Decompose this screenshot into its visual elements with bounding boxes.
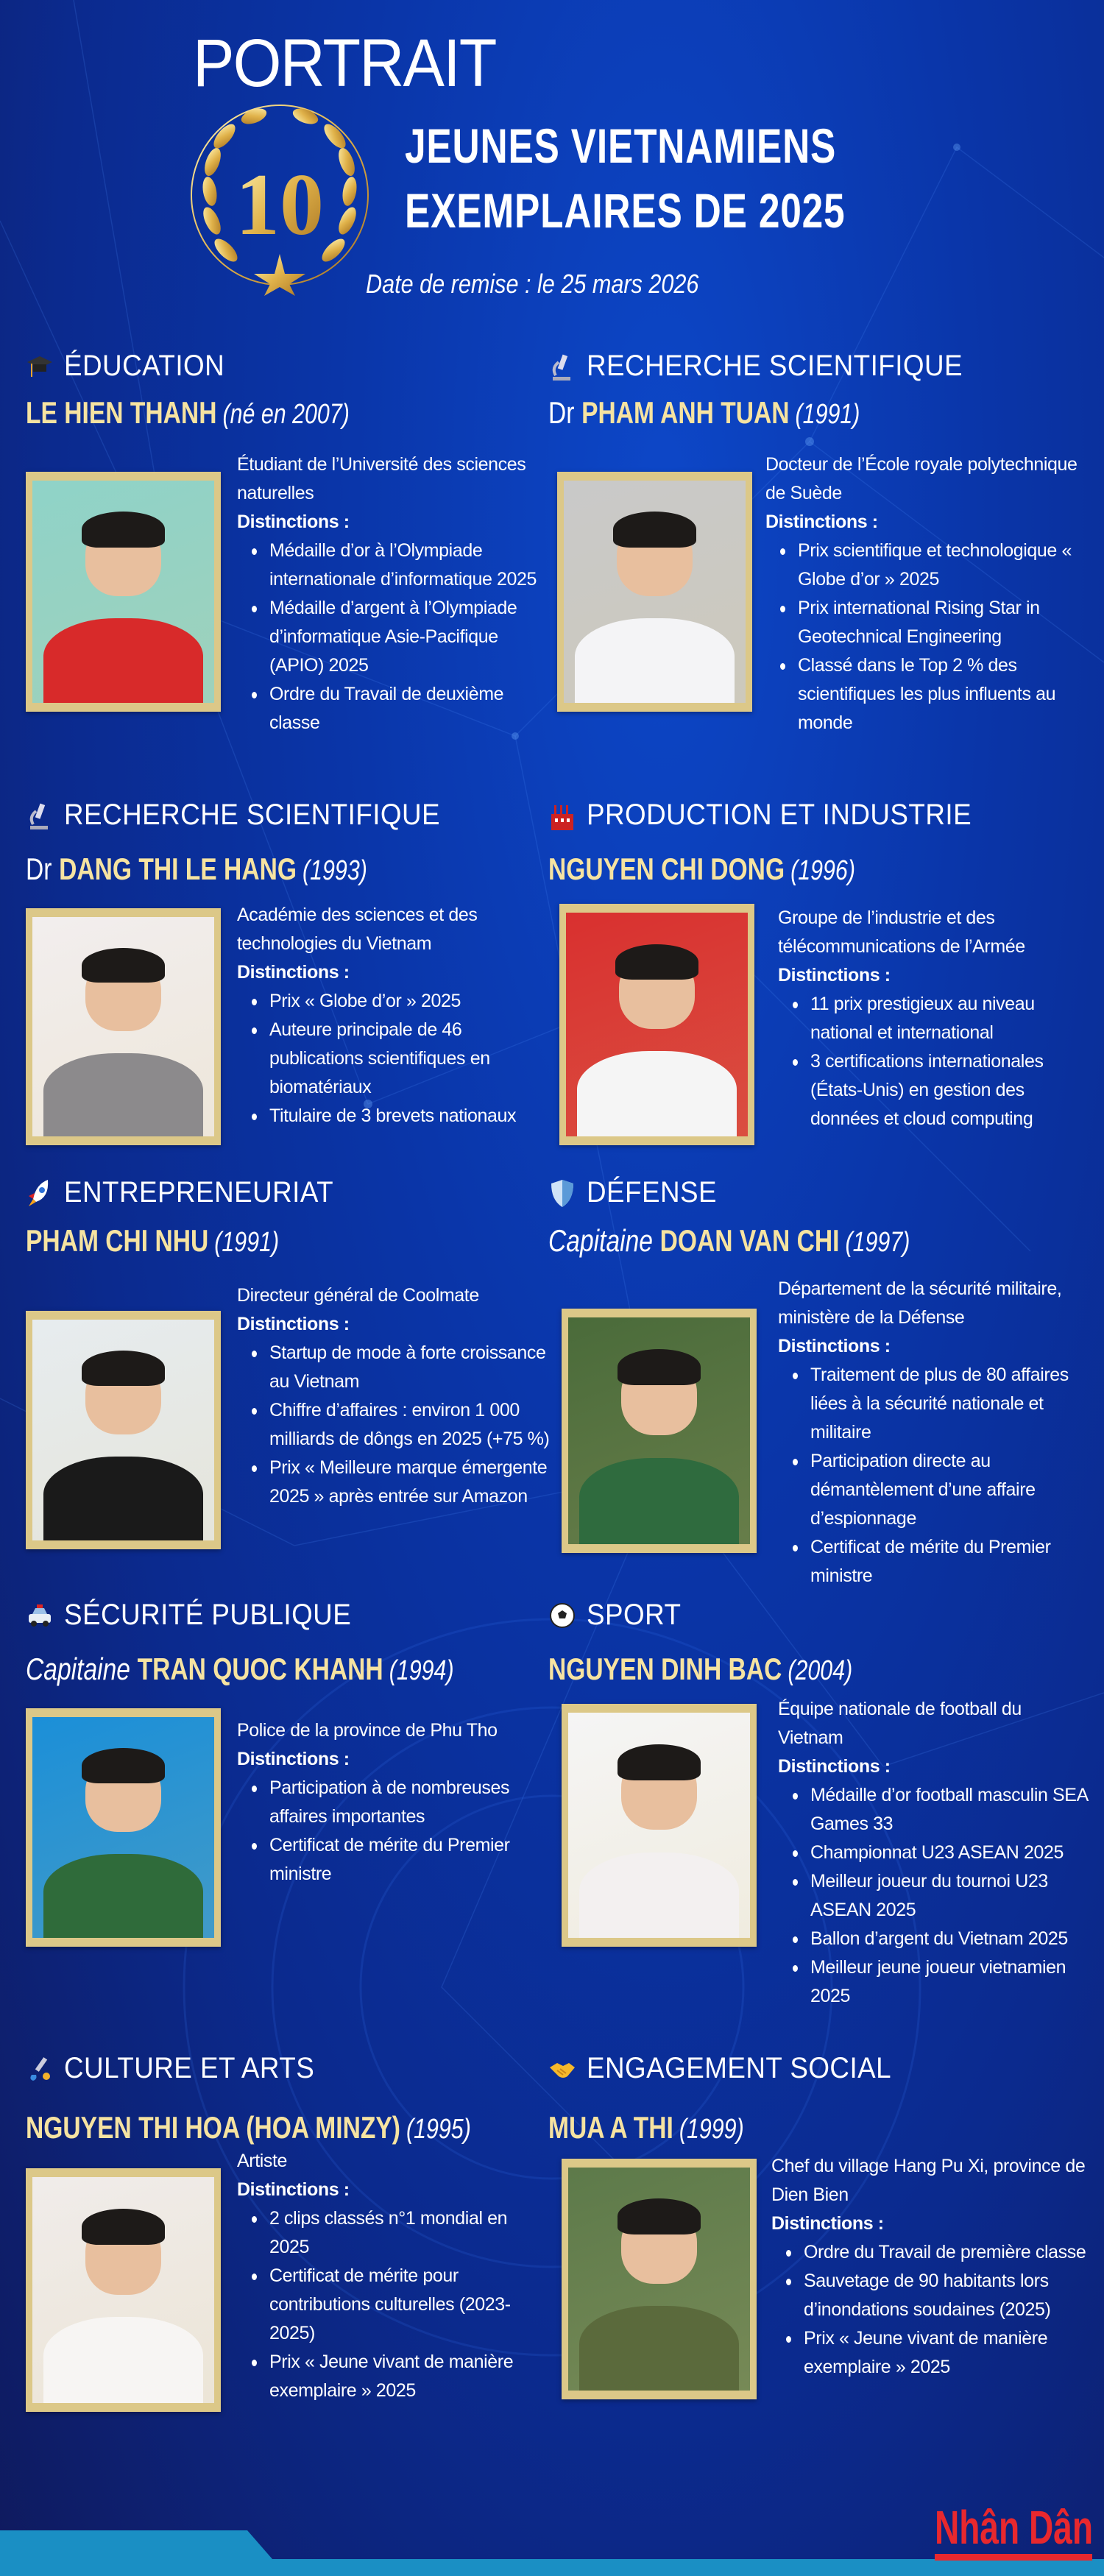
title-prefix: Dr xyxy=(548,395,575,430)
distinction-item: Ordre du Travail de deuxième classe xyxy=(269,680,550,737)
photo-shoulders xyxy=(577,1051,737,1136)
distinction-item: Médaille d’or à l’Olympiade internationale d’informatique 2025 xyxy=(269,537,550,594)
distinctions-list xyxy=(237,1339,550,1511)
category-label: SPORT xyxy=(587,1599,682,1631)
person-name-line xyxy=(548,2112,744,2143)
police-car-icon xyxy=(26,1601,54,1630)
photo-shoulders xyxy=(43,1854,203,1938)
person-details xyxy=(237,450,550,737)
person-name: NGUYEN THI HOA (HOA MINZY) xyxy=(26,2110,400,2145)
portrait-photo-frame xyxy=(562,1704,757,1947)
distinctions-list xyxy=(237,987,550,1130)
birth-year: (1993) xyxy=(302,855,367,886)
microscope-icon xyxy=(26,801,54,830)
person-name-line xyxy=(26,854,367,885)
distinction-item: Médaille d’or football masculin SEA Games 33 xyxy=(810,1781,1091,1839)
photo-shoulders xyxy=(43,1053,203,1136)
portrait-photo-frame xyxy=(557,472,752,712)
distinction-item: Classé dans le Top 2 % des scientifiques les plus influents au monde xyxy=(798,651,1089,737)
badge-number: 10 xyxy=(236,155,324,253)
person-name-line xyxy=(26,1225,279,1256)
affiliation: Équipe nationale de football du Vietnam xyxy=(778,1699,1022,1748)
affiliation: Académie des sciences et des technologies du Vietnam xyxy=(237,905,478,954)
portrait-photo xyxy=(568,1317,750,1544)
birth-year: (2004) xyxy=(788,1655,853,1686)
photo-shoulders xyxy=(579,2306,739,2391)
photo-hair xyxy=(618,1744,701,1780)
title-prefix: Capitaine xyxy=(26,1652,130,1686)
birth-year: (né en 2007) xyxy=(222,399,350,430)
distinctions-list xyxy=(237,1774,550,1889)
birth-year: (1996) xyxy=(790,855,855,886)
photo-hair xyxy=(615,944,699,980)
affiliation: Département de la sécurité militaire, ministère de la Défense xyxy=(778,1278,1062,1328)
distinction-item: 3 certifications internationales (États-Unis) en gestion des données et cloud computing xyxy=(810,1047,1087,1133)
microscope-icon xyxy=(548,352,576,381)
distinctions-label: Distinctions : xyxy=(237,2179,350,2200)
portrait-photo xyxy=(32,917,214,1136)
distinction-item: Startup de mode à forte croissance au Vietnam xyxy=(269,1339,550,1396)
birth-year: (1991) xyxy=(214,1227,280,1258)
footer-tab xyxy=(0,2530,272,2559)
category-heading xyxy=(548,799,1005,832)
distinction-item: Participation directe au démantèlement d’une affaire d’espionnage xyxy=(810,1447,1091,1533)
person-name-line xyxy=(548,854,855,885)
distinction-item: Médaille d’argent à l’Olympiade d’informatique Asie-Pacifique (APIO) 2025 xyxy=(269,594,550,680)
graduation-cap-icon xyxy=(26,352,54,381)
category-heading xyxy=(26,1599,376,1632)
affiliation: Artiste xyxy=(237,2151,288,2171)
nhan-dan-logo xyxy=(935,2501,1097,2561)
birth-year: (1995) xyxy=(406,2114,471,2145)
distinction-item: Prix scientifique et technologique « Globe d’or » 2025 xyxy=(798,537,1089,594)
distinction-item: Prix « Jeune vivant de manière exemplaire » 2025 xyxy=(804,2324,1088,2382)
portrait-photo xyxy=(32,2177,214,2403)
person-name: DOAN VAN CHI xyxy=(659,1223,840,1258)
person-name: LE HIEN THANH xyxy=(26,395,217,430)
portrait-photo xyxy=(32,1717,214,1938)
category-heading xyxy=(26,2052,336,2085)
affiliation: Chef du village Hang Pu Xi, province de Dien Bien xyxy=(771,2156,1086,2205)
affiliation: Directeur général de Coolmate xyxy=(237,1285,479,1306)
affiliation: Docteur de l’École royale polytechnique de Suède xyxy=(765,454,1078,503)
category-label: ENTREPRENEURIAT xyxy=(64,1176,334,1209)
paintbrush-icon xyxy=(26,2054,54,2084)
category-heading xyxy=(26,350,238,383)
distinctions-label: Distinctions : xyxy=(778,1336,891,1356)
person-name: NGUYEN DINH BAC xyxy=(548,1652,782,1686)
distinctions-list xyxy=(778,1361,1091,1590)
category-label: CULTURE ET ARTS xyxy=(64,2052,315,2084)
photo-shoulders xyxy=(43,1457,203,1540)
portrait-photo-frame xyxy=(26,1708,221,1947)
distinction-item: Certificat de mérite du Premier ministre xyxy=(810,1533,1091,1590)
category-heading xyxy=(26,799,473,832)
distinctions-label: Distinctions : xyxy=(237,1314,350,1334)
photo-shoulders xyxy=(575,618,735,703)
person-details xyxy=(765,450,1089,737)
portrait-photo-frame xyxy=(26,472,221,712)
person-name-line xyxy=(548,397,860,428)
distinction-item: 11 prix prestigieux au niveau national et international xyxy=(810,990,1087,1047)
person-name-line xyxy=(26,2112,471,2143)
affiliation: Étudiant de l’Université des sciences naturelles xyxy=(237,454,526,503)
category-label: SÉCURITÉ PUBLIQUE xyxy=(64,1599,352,1631)
shield-icon xyxy=(548,1178,576,1208)
distinction-item: Meilleur jeune joueur vietnamien 2025 xyxy=(810,1953,1091,2011)
affiliation: Police de la province de Phu Tho xyxy=(237,1720,498,1741)
photo-hair xyxy=(82,1748,166,1783)
distinction-item: Prix « Meilleure marque émergente 2025 » après entrée sur Amazon xyxy=(269,1454,550,1511)
person-details xyxy=(237,2147,550,2405)
person-details xyxy=(771,2152,1088,2382)
person-name: NGUYEN CHI DONG xyxy=(548,852,785,886)
photo-hair xyxy=(618,2198,701,2234)
portrait-photo-frame xyxy=(562,1309,757,1553)
distinction-item: Chiffre d’affaires : environ 1 000 milliards de dôngs en 2025 (+75 %) xyxy=(269,1396,550,1454)
birth-year: (1997) xyxy=(845,1227,910,1258)
portrait-photo xyxy=(568,1713,750,1938)
category-label: RECHERCHE SCIENTIFIQUE xyxy=(587,350,963,382)
category-heading xyxy=(548,1176,728,1209)
factory-icon xyxy=(548,801,576,830)
category-heading xyxy=(548,2052,918,2085)
person-name-line xyxy=(548,1225,910,1256)
person-details xyxy=(237,901,550,1130)
title-line-1: JEUNES VIETNAMIENS xyxy=(405,118,837,173)
distinction-item: Titulaire de 3 brevets nationaux xyxy=(269,1102,550,1130)
distinction-item: Ordre du Travail de première classe xyxy=(804,2238,1088,2267)
portrait-photo-frame xyxy=(26,908,221,1145)
birth-year: (1999) xyxy=(679,2114,744,2145)
handshake-icon xyxy=(548,2054,576,2084)
photo-shoulders xyxy=(43,2317,203,2403)
distinction-item: Participation à de nombreuses affaires importantes xyxy=(269,1774,550,1831)
affiliation: Groupe de l’industrie et des télécommunications de l’Armée xyxy=(778,907,1025,957)
person-name-line xyxy=(26,397,350,428)
title-prefix: Dr xyxy=(26,852,52,886)
person-name: PHAM ANH TUAN xyxy=(581,395,790,430)
distinction-item: Prix « Globe d’or » 2025 xyxy=(269,987,550,1016)
category-heading xyxy=(548,350,996,383)
portrait-photo xyxy=(564,481,746,703)
photo-shoulders xyxy=(579,1853,739,1938)
portrait-photo xyxy=(566,913,748,1136)
person-name: TRAN QUOC KHANH xyxy=(137,1652,383,1686)
photo-hair xyxy=(82,2209,166,2245)
distinctions-list xyxy=(237,2204,550,2405)
distinction-item: Prix international Rising Star in Geotechnical Engineering xyxy=(798,594,1089,651)
distinction-item: Meilleur joueur du tournoi U23 ASEAN 2025 xyxy=(810,1867,1091,1925)
footer-bar xyxy=(0,2559,1104,2576)
portrait-photo-frame xyxy=(559,904,754,1145)
category-label: ÉDUCATION xyxy=(64,350,225,382)
title-line-2: EXEMPLAIRES DE 2025 xyxy=(405,183,846,238)
logo-text: Nhân Dân xyxy=(935,2501,1094,2554)
person-name: DANG THI LE HANG xyxy=(59,852,297,886)
photo-hair xyxy=(82,948,166,983)
photo-hair xyxy=(82,512,166,547)
distinctions-list xyxy=(765,537,1089,737)
person-name-line xyxy=(26,1654,454,1685)
portrait-photo xyxy=(32,481,214,703)
person-details xyxy=(778,1275,1091,1590)
photo-shoulders xyxy=(43,618,203,703)
distinction-item: Certificat de mérite pour contributions culturelles (2023-2025) xyxy=(269,2262,550,2348)
photo-hair xyxy=(82,1351,166,1386)
category-label: PRODUCTION ET INDUSTRIE xyxy=(587,799,972,831)
person-name: PHAM CHI NHU xyxy=(26,1223,209,1258)
distinctions-list xyxy=(778,1781,1091,2011)
distinctions-list xyxy=(771,2238,1088,2382)
distinctions-label: Distinctions : xyxy=(237,962,350,983)
portrait-photo-frame xyxy=(562,2159,757,2399)
award-date: Date de remise : le 25 mars 2026 xyxy=(366,269,699,299)
distinctions-label: Distinctions : xyxy=(237,1749,350,1769)
title-prefix: Capitaine xyxy=(548,1223,653,1258)
soccer-ball-icon xyxy=(548,1601,576,1630)
person-details xyxy=(778,904,1087,1133)
person-details xyxy=(237,1716,550,1889)
rocket-icon xyxy=(26,1178,54,1208)
distinctions-label: Distinctions : xyxy=(237,512,350,532)
distinction-item: 2 clips classés n°1 mondial en 2025 xyxy=(269,2204,550,2262)
distinctions-list xyxy=(778,990,1087,1133)
distinctions-label: Distinctions : xyxy=(771,2213,884,2234)
person-details xyxy=(237,1281,550,1511)
distinction-item: Certificat de mérite du Premier ministre xyxy=(269,1831,550,1889)
birth-year: (1991) xyxy=(795,399,860,430)
distinctions-label: Distinctions : xyxy=(765,512,878,532)
person-name-line xyxy=(548,1654,852,1685)
distinction-item: Auteure principale de 46 publications scientifiques en biomatériaux xyxy=(269,1016,550,1102)
distinction-item: Sauvetage de 90 habitants lors d’inondations soudaines (2025) xyxy=(804,2267,1088,2324)
portrait-photo-frame xyxy=(26,2168,221,2412)
person-name: MUA A THI xyxy=(548,2110,673,2145)
category-label: DÉFENSE xyxy=(587,1176,718,1209)
portrait-photo xyxy=(568,2168,750,2391)
photo-hair xyxy=(618,1349,701,1385)
photo-shoulders xyxy=(579,1458,739,1544)
distinctions-list xyxy=(237,537,550,737)
distinctions-label: Distinctions : xyxy=(778,965,891,986)
category-label: RECHERCHE SCIENTIFIQUE xyxy=(64,799,441,831)
portrait-photo xyxy=(32,1320,214,1540)
photo-hair xyxy=(613,512,697,547)
laurel-wreath-badge xyxy=(188,103,372,296)
birth-year: (1994) xyxy=(389,1655,454,1686)
distinction-item: Ballon d’argent du Vietnam 2025 xyxy=(810,1925,1091,1953)
distinctions-label: Distinctions : xyxy=(778,1756,891,1777)
logo-underline xyxy=(935,2554,1092,2561)
category-label: ENGAGEMENT SOCIAL xyxy=(587,2052,892,2084)
portrait-photo-frame xyxy=(26,1311,221,1549)
distinction-item: Championnat U23 ASEAN 2025 xyxy=(810,1839,1091,1867)
person-details xyxy=(778,1695,1091,2011)
distinction-item: Prix « Jeune vivant de manière exemplaire » 2025 xyxy=(269,2348,550,2405)
distinction-item: Traitement de plus de 80 affaires liées à la sécurité nationale et militaire xyxy=(810,1361,1091,1447)
header-kicker: PORTRAIT xyxy=(193,26,496,101)
category-heading xyxy=(26,1176,357,1209)
category-heading xyxy=(548,1599,690,1632)
